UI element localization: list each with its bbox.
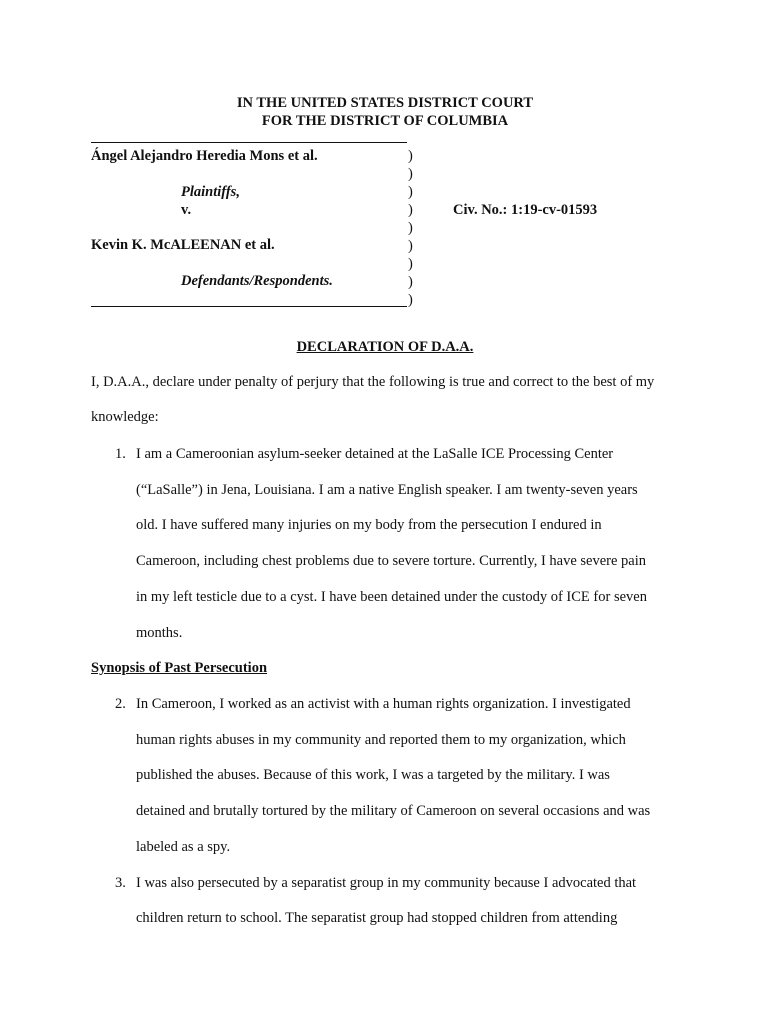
paragraph-line: human rights abuses in my community and reported them to my organization, which <box>136 732 626 748</box>
caption-paren: ) <box>408 238 413 254</box>
caption-top-rule <box>91 142 407 143</box>
paragraph-line: I am a Cameroonian asylum-seeker detained at the LaSalle ICE Processing Center <box>136 446 614 462</box>
caption-bottom-rule <box>91 306 407 307</box>
intro-line: I, D.A.A., declare under penalty of perjury that the following is true and correct to the best of my <box>91 374 655 390</box>
paragraph-line: old. I have suffered many injuries on my body from the persecution I endured in <box>136 517 602 533</box>
caption-paren: ) <box>408 148 413 164</box>
caption-paren: ) <box>408 274 413 290</box>
plaintiff-name: Ángel Alejandro Heredia Mons et al. <box>91 148 318 164</box>
plaintiff-role: Plaintiffs, <box>181 184 240 200</box>
caption-paren: ) <box>408 292 413 308</box>
paragraph-line: (“LaSalle”) in Jena, Louisiana. I am a native English speaker. I am twenty-seven years <box>136 482 638 498</box>
section-heading: Synopsis of Past Persecution <box>91 660 268 676</box>
paragraph-line: children return to school. The separatist group had stopped children from attending <box>136 910 618 926</box>
defendant-role: Defendants/Respondents. <box>181 273 333 289</box>
paragraph-number: 1. <box>115 446 126 462</box>
paragraph-line: in my left testicle due to a cyst. I have been detained under the custody of ICE for seven <box>136 589 647 605</box>
paragraph-line: Cameroon, including chest problems due to severe torture. Currently, I have severe pain <box>136 553 647 569</box>
caption-paren: ) <box>408 220 413 236</box>
intro-line: knowledge: <box>91 409 159 425</box>
paragraph-line: months. <box>136 625 183 641</box>
caption-paren: ) <box>408 256 413 272</box>
caption-paren: ) <box>408 166 413 182</box>
court-district: FOR THE DISTRICT OF COLUMBIA <box>261 113 509 129</box>
paragraph-line: detained and brutally tortured by the military of Cameroon on several occasions and was <box>136 803 651 819</box>
paragraph-line: I was also persecuted by a separatist group in my community because I advocated that <box>136 875 637 891</box>
paragraph-line: published the abuses. Because of this work, I was a targeted by the military. I was <box>136 767 610 783</box>
paragraph-number: 3. <box>115 875 126 891</box>
paragraph-line: labeled as a spy. <box>136 839 231 855</box>
document-title: DECLARATION OF D.A.A. <box>296 339 474 355</box>
caption-paren: ) <box>408 202 413 218</box>
defendant-name: Kevin K. McALEENAN et al. <box>91 237 275 253</box>
caption-paren: ) <box>408 184 413 200</box>
civil-case-number: Civ. No.: 1:19-cv-01593 <box>453 202 598 218</box>
court-name: IN THE UNITED STATES DISTRICT COURT <box>236 95 534 111</box>
paragraph-number: 2. <box>115 696 126 712</box>
paragraph-line: In Cameroon, I worked as an activist with a human rights organization. I investigated <box>136 696 631 712</box>
versus: v. <box>181 202 192 218</box>
